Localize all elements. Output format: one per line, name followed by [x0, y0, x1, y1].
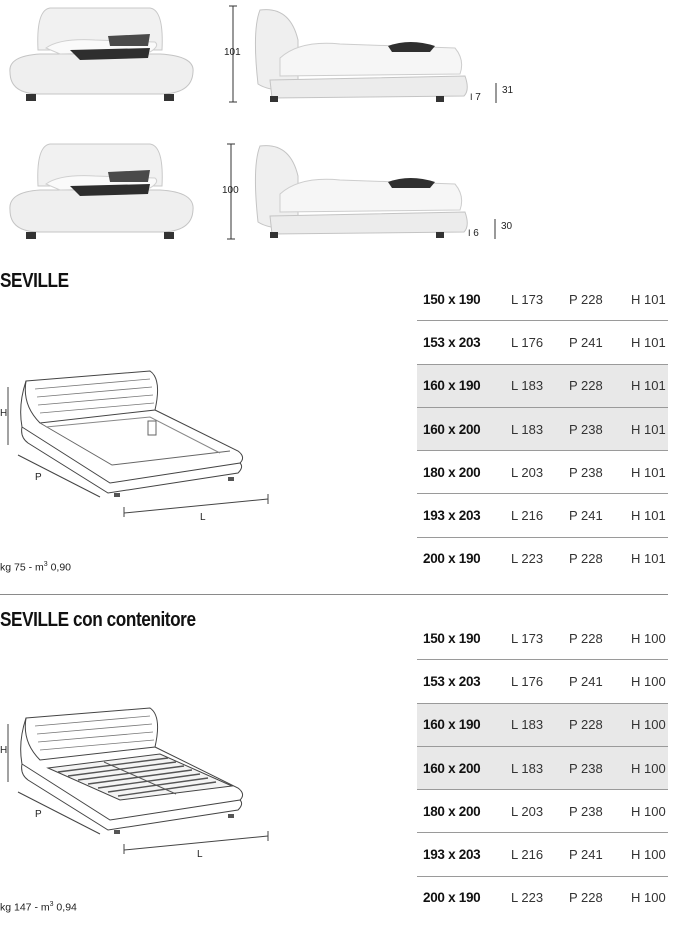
length-cell: L 183: [511, 421, 544, 437]
size-table-seville: [417, 278, 668, 580]
spec-prefix: kg 147 - m: [0, 901, 50, 914]
size-cell: 160 x 200: [423, 421, 481, 437]
height-cell: H 100: [631, 803, 666, 819]
size-cell: 193 x 203: [423, 847, 481, 863]
depth-cell: P 238: [569, 464, 603, 480]
length-cell: L 203: [511, 803, 544, 819]
foot-height-1: I 7: [470, 92, 481, 103]
height-cell: H 101: [631, 421, 666, 437]
height-cell: H 101: [631, 551, 666, 567]
size-cell: 180 x 200: [423, 464, 481, 480]
foot-height-value-2: 6: [473, 228, 479, 239]
bed-side-view-1: [250, 0, 472, 110]
length-cell: L 183: [511, 760, 544, 776]
size-cell: 200 x 190: [423, 551, 481, 567]
size-cell: 160 x 190: [423, 717, 481, 733]
spec-sup: 3: [43, 561, 48, 568]
height-cell: H 100: [631, 673, 666, 689]
height-cell: H 100: [631, 630, 666, 646]
section-title-seville-contenitore: SEVILLE con contenitore: [0, 609, 196, 631]
depth-cell: P 228: [569, 551, 603, 567]
section-divider: [0, 594, 668, 595]
size-cell: 180 x 200: [423, 803, 481, 819]
table-row: [417, 364, 668, 407]
drawing-label-p-contenitore: P: [35, 809, 42, 820]
spec-suffix: 0,90: [47, 561, 72, 574]
drawing-label-l-contenitore: L: [197, 849, 203, 860]
length-cell: L 173: [511, 291, 544, 307]
height-cell: H 100: [631, 847, 666, 863]
height-cell: H 100: [631, 760, 666, 776]
weight-volume-seville: [0, 561, 71, 574]
size-cell: 153 x 203: [423, 673, 481, 689]
table-row: [417, 746, 668, 789]
height-cell: H 101: [631, 464, 666, 480]
drawing-label-l-seville: L: [200, 512, 206, 523]
size-cell: 160 x 200: [423, 760, 481, 776]
depth-cell: P 228: [569, 630, 603, 646]
foot-height-value-1: 7: [475, 92, 481, 103]
table-row: [417, 451, 668, 494]
spec-prefix: kg 75 - m: [0, 561, 44, 574]
base-height-1: 31: [502, 85, 514, 96]
table-row: [417, 790, 668, 833]
size-cell: 153 x 203: [423, 334, 481, 350]
base-height-2: 30: [501, 221, 513, 232]
spec-sup: 3: [49, 901, 54, 908]
bed-front-view-1: [0, 0, 205, 110]
depth-cell: P 238: [569, 803, 603, 819]
bed-line-drawing-contenitore: [0, 702, 275, 862]
height-cell: H 101: [631, 378, 666, 394]
table-row: [417, 494, 668, 537]
table-row: [417, 321, 668, 364]
length-cell: L 176: [511, 673, 544, 689]
height-cell: H 101: [631, 291, 666, 307]
dimension-line-base-1: [493, 82, 501, 104]
height-cell: H 101: [631, 334, 666, 350]
table-row: [417, 617, 668, 660]
drawing-label-p-seville: P: [35, 472, 42, 483]
depth-cell: P 228: [569, 890, 603, 906]
table-row: [417, 703, 668, 746]
length-cell: L 223: [511, 890, 544, 906]
depth-cell: P 241: [569, 673, 603, 689]
size-cell: 150 x 190: [423, 630, 481, 646]
table-row: [417, 278, 668, 321]
length-cell: L 203: [511, 464, 544, 480]
depth-cell: P 241: [569, 334, 603, 350]
length-cell: L 183: [511, 378, 544, 394]
length-cell: L 183: [511, 717, 544, 733]
table-row: [417, 833, 668, 876]
table-row: [417, 537, 668, 580]
depth-cell: P 238: [569, 421, 603, 437]
drawing-label-h-contenitore: H: [0, 745, 8, 756]
size-cell: 193 x 203: [423, 508, 481, 524]
dimension-height-1: 101: [224, 47, 241, 58]
foot-height-2: I 6: [468, 228, 479, 239]
section-title-seville: SEVILLE: [0, 270, 69, 292]
depth-cell: P 228: [569, 378, 603, 394]
bed-side-view-2: [250, 140, 472, 245]
table-row: [417, 660, 668, 703]
size-cell: 160 x 190: [423, 378, 481, 394]
weight-volume-contenitore: [0, 901, 77, 914]
depth-cell: P 238: [569, 760, 603, 776]
spec-suffix: 0,94: [53, 901, 77, 914]
dimension-height-2: 100: [222, 185, 239, 196]
length-cell: L 223: [511, 551, 544, 567]
size-cell: 200 x 190: [423, 890, 481, 906]
length-cell: L 216: [511, 847, 544, 863]
length-cell: L 173: [511, 630, 544, 646]
bed-front-view-2: [0, 140, 205, 245]
height-cell: H 100: [631, 717, 666, 733]
height-cell: H 101: [631, 508, 666, 524]
size-cell: 150 x 190: [423, 291, 481, 307]
bed-line-drawing-seville: [0, 365, 275, 525]
length-cell: L 216: [511, 508, 544, 524]
depth-cell: P 228: [569, 717, 603, 733]
height-cell: H 100: [631, 890, 666, 906]
table-row: [417, 876, 668, 919]
table-row: [417, 407, 668, 450]
dimension-line-base-2: [492, 218, 500, 240]
length-cell: L 176: [511, 334, 544, 350]
depth-cell: P 228: [569, 291, 603, 307]
depth-cell: P 241: [569, 508, 603, 524]
depth-cell: P 241: [569, 847, 603, 863]
drawing-label-h-seville: H: [0, 408, 8, 419]
size-table-contenitore: [417, 617, 668, 919]
